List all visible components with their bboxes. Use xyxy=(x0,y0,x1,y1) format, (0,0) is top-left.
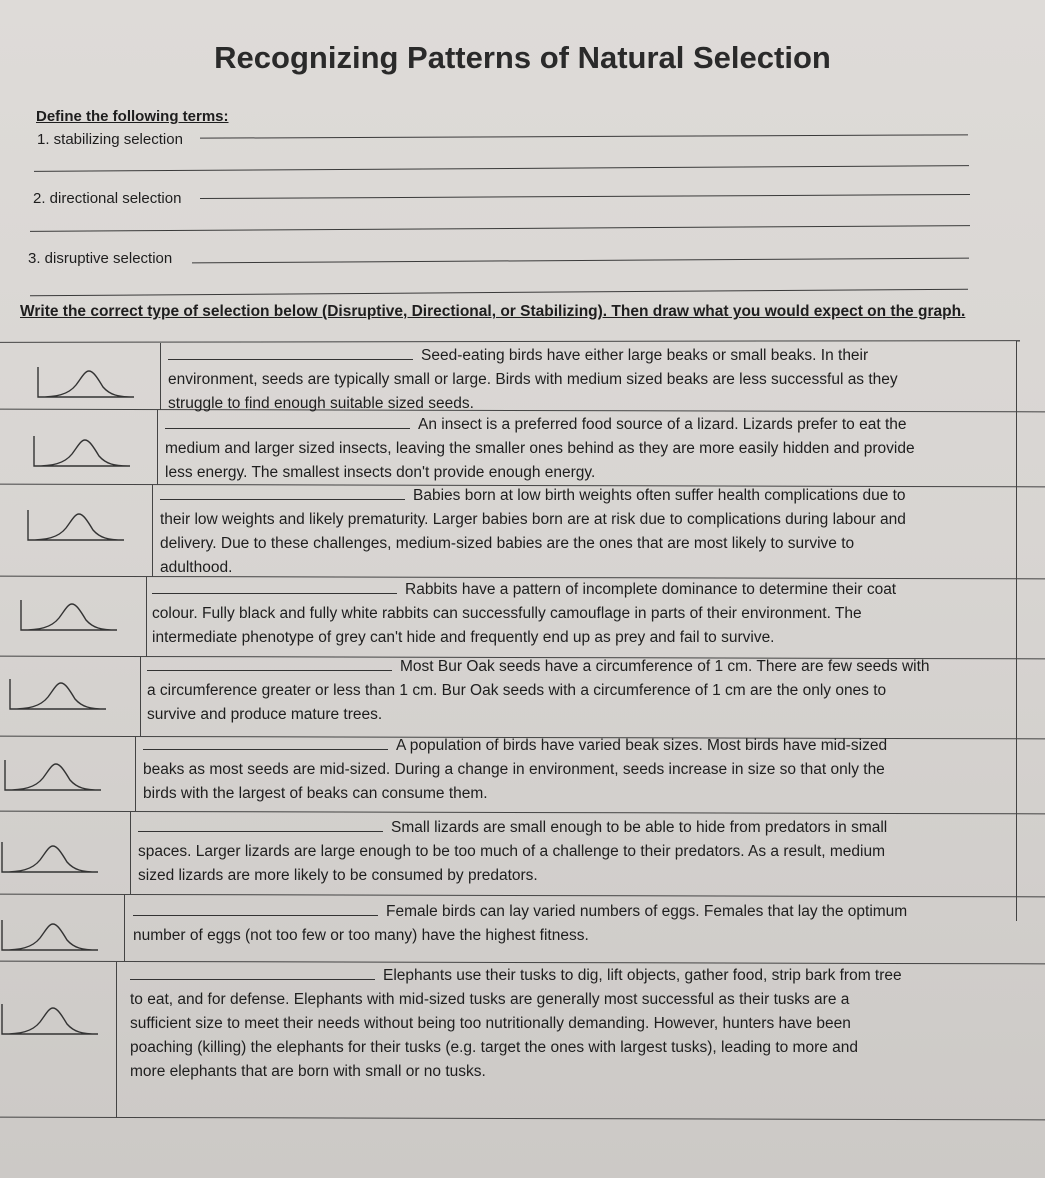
instructions: Write the correct type of selection below (Disruptive, Directional, or Stabilizing). Then draw what you would expect on the graph. xyxy=(20,303,966,320)
scenario-line-text: poaching (killing) the elephants for their tusks (e.g. target the ones with largest tusks), leading to more and xyxy=(130,1039,859,1056)
scenario-line xyxy=(138,816,887,840)
term-disruptive: 3. disruptive selection xyxy=(28,250,173,267)
table-column-divider xyxy=(140,657,141,737)
scenario-line-text: adulthood. xyxy=(160,559,233,576)
scenario-line-text: medium and larger sized insects, leaving the smaller ones behind as they are more easily hidden and provide xyxy=(165,440,915,457)
scenario-line xyxy=(130,988,902,1012)
table-column-divider xyxy=(146,577,147,657)
scenario-line-text: sized lizards are more likely to be consumed by predators. xyxy=(138,867,538,884)
selection-type-answer-blank[interactable] xyxy=(130,965,375,980)
scenario-line-text: Elephants use their tusks to dig, lift objects, gather food, strip bark from tree xyxy=(383,967,902,984)
scenario-line xyxy=(160,556,906,580)
term-directional: 2. directional selection xyxy=(33,190,182,207)
scenario-line-text: An insect is a preferred food source of a lizard. Lizards prefer to eat the xyxy=(418,416,907,433)
scenario-line-text: colour. Fully black and fully white rabbits can successfully camouflage in parts of their environment. The xyxy=(152,605,862,622)
table-column-divider xyxy=(157,410,158,485)
graph-normal-curve-icon[interactable] xyxy=(19,598,119,634)
scenario-line-text: number of eggs (not too few or too many) have the highest fitness. xyxy=(133,927,589,944)
scenario-line xyxy=(133,924,907,948)
scenario-line xyxy=(147,655,930,679)
scenario-line-text: Most Bur Oak seeds have a circumference of 1 cm. There are few seeds with xyxy=(400,658,930,675)
scenario-line xyxy=(130,1060,902,1084)
graph-normal-curve-icon[interactable] xyxy=(0,918,100,954)
scenario-line-text: Female birds can lay varied numbers of eggs. Females that lay the optimum xyxy=(386,903,908,920)
scenario-line xyxy=(160,484,906,508)
table-row-divider xyxy=(0,1117,1045,1121)
table-column-divider xyxy=(124,895,125,962)
selection-type-answer-blank[interactable] xyxy=(147,656,392,671)
scenario-line xyxy=(130,964,902,988)
scenario-line xyxy=(147,679,930,703)
selection-type-answer-blank[interactable] xyxy=(133,901,378,916)
scenario-line xyxy=(130,1036,902,1060)
scenario-line-text: their low weights and likely prematurity. Larger babies born are at risk due to complications during labour and xyxy=(160,511,906,528)
table-column-divider xyxy=(160,343,161,410)
selection-type-answer-blank[interactable] xyxy=(143,735,388,750)
answer-line-2b[interactable] xyxy=(30,225,970,232)
table-right-border xyxy=(1016,341,1017,921)
scenario-text xyxy=(130,964,902,1084)
scenario-line xyxy=(160,532,906,556)
scenario-line xyxy=(143,734,887,758)
scenario-line xyxy=(165,437,915,461)
table-column-divider xyxy=(152,485,153,577)
selection-type-answer-blank[interactable] xyxy=(160,485,405,500)
selection-type-answer-blank[interactable] xyxy=(152,579,397,594)
scenario-line-text: survive and produce mature trees. xyxy=(147,706,383,723)
answer-line-3a[interactable] xyxy=(192,258,969,264)
graph-normal-curve-icon[interactable] xyxy=(26,508,126,544)
scenario-line-text: Seed-eating birds have either large beaks or small beaks. In their xyxy=(421,347,869,364)
scenario-line xyxy=(143,782,887,806)
graph-normal-curve-icon[interactable] xyxy=(0,1002,100,1038)
scenario-line-text: a circumference greater or less than 1 cm. Bur Oak seeds with a circumference of 1 cm are the only ones to xyxy=(147,682,887,699)
scenario-line-text: Rabbits have a pattern of incomplete dominance to determine their coat xyxy=(405,581,897,598)
answer-line-2a[interactable] xyxy=(200,194,970,199)
scenario-line-text: Babies born at low birth weights often suffer health complications due to xyxy=(413,487,906,504)
scenario-text xyxy=(160,484,906,580)
answer-line-3b[interactable] xyxy=(30,289,968,297)
scenario-line xyxy=(138,840,887,864)
term-stabilizing: 1. stabilizing selection xyxy=(37,131,183,148)
scenario-line xyxy=(130,1012,902,1036)
scenario-line-text: struggle to find enough suitable sized seeds. xyxy=(168,395,474,412)
scenario-text xyxy=(165,413,915,485)
table-column-divider xyxy=(116,962,117,1118)
scenario-line xyxy=(138,864,887,888)
scenario-line xyxy=(168,368,898,392)
table-column-divider xyxy=(135,737,136,812)
selection-type-answer-blank[interactable] xyxy=(138,817,383,832)
table-top-border xyxy=(0,340,1020,343)
graph-normal-curve-icon[interactable] xyxy=(36,365,136,401)
scenario-line xyxy=(168,344,898,368)
scenario-line-text: A population of birds have varied beak sizes. Most birds have mid-sized xyxy=(396,737,888,754)
define-terms-heading: Define the following terms: xyxy=(36,108,229,125)
graph-normal-curve-icon[interactable] xyxy=(8,677,108,713)
selection-type-answer-blank[interactable] xyxy=(165,414,410,429)
scenario-text xyxy=(138,816,887,888)
answer-line-1a[interactable] xyxy=(200,134,968,138)
scenario-line xyxy=(143,758,887,782)
table-row-divider xyxy=(0,894,1045,898)
scenario-line-text: to eat, and for defense. Elephants with mid-sized tusks are generally most successful as their tusks are a xyxy=(130,991,850,1008)
worksheet-title: Recognizing Patterns of Natural Selection xyxy=(214,40,831,75)
scenario-line xyxy=(147,703,930,727)
scenario-line xyxy=(165,413,915,437)
graph-normal-curve-icon[interactable] xyxy=(3,758,103,794)
scenario-line-text: Small lizards are small enough to be able to hide from predators in small xyxy=(391,819,888,836)
scenario-text xyxy=(152,578,896,650)
table-column-divider xyxy=(130,812,131,895)
scenario-line-text: more elephants that are born with small or no tusks. xyxy=(130,1063,486,1080)
scenario-line xyxy=(152,578,896,602)
scenario-line xyxy=(152,602,896,626)
answer-line-1b[interactable] xyxy=(34,165,969,172)
scenario-line-text: intermediate phenotype of grey can't hide and frequently end up as prey and fail to survive. xyxy=(152,629,775,646)
scenario-line xyxy=(133,900,907,924)
scenario-text xyxy=(168,344,898,416)
scenario-line-text: sufficient size to meet their needs without being too nutritionally demanding. However, hunters have been xyxy=(130,1015,851,1032)
table-row-divider xyxy=(0,811,1045,815)
scenario-text xyxy=(147,655,930,727)
scenario-line-text: delivery. Due to these challenges, medium-sized babies are the ones that are most likely to survive to xyxy=(160,535,855,552)
graph-normal-curve-icon[interactable] xyxy=(32,434,132,470)
scenario-line-text: birds with the largest of beaks can consume them. xyxy=(143,785,488,802)
scenario-line-text: beaks as most seeds are mid-sized. During a change in environment, seeds increase in size so that only the xyxy=(143,761,885,778)
scenario-line-text: less energy. The smallest insects don't provide enough energy. xyxy=(165,464,596,481)
scenario-line xyxy=(160,508,906,532)
selection-type-answer-blank[interactable] xyxy=(168,345,413,360)
scenario-text xyxy=(133,900,907,948)
scenario-line-text: environment, seeds are typically small or large. Birds with medium sized beaks are less successful as they xyxy=(168,371,898,388)
scenario-line-text: spaces. Larger lizards are large enough to be too much of a challenge to their predators. As a result, medium xyxy=(138,843,886,860)
scenario-text xyxy=(143,734,887,806)
scenario-line xyxy=(165,461,915,485)
scenario-line xyxy=(152,626,896,650)
graph-normal-curve-icon[interactable] xyxy=(0,840,100,876)
